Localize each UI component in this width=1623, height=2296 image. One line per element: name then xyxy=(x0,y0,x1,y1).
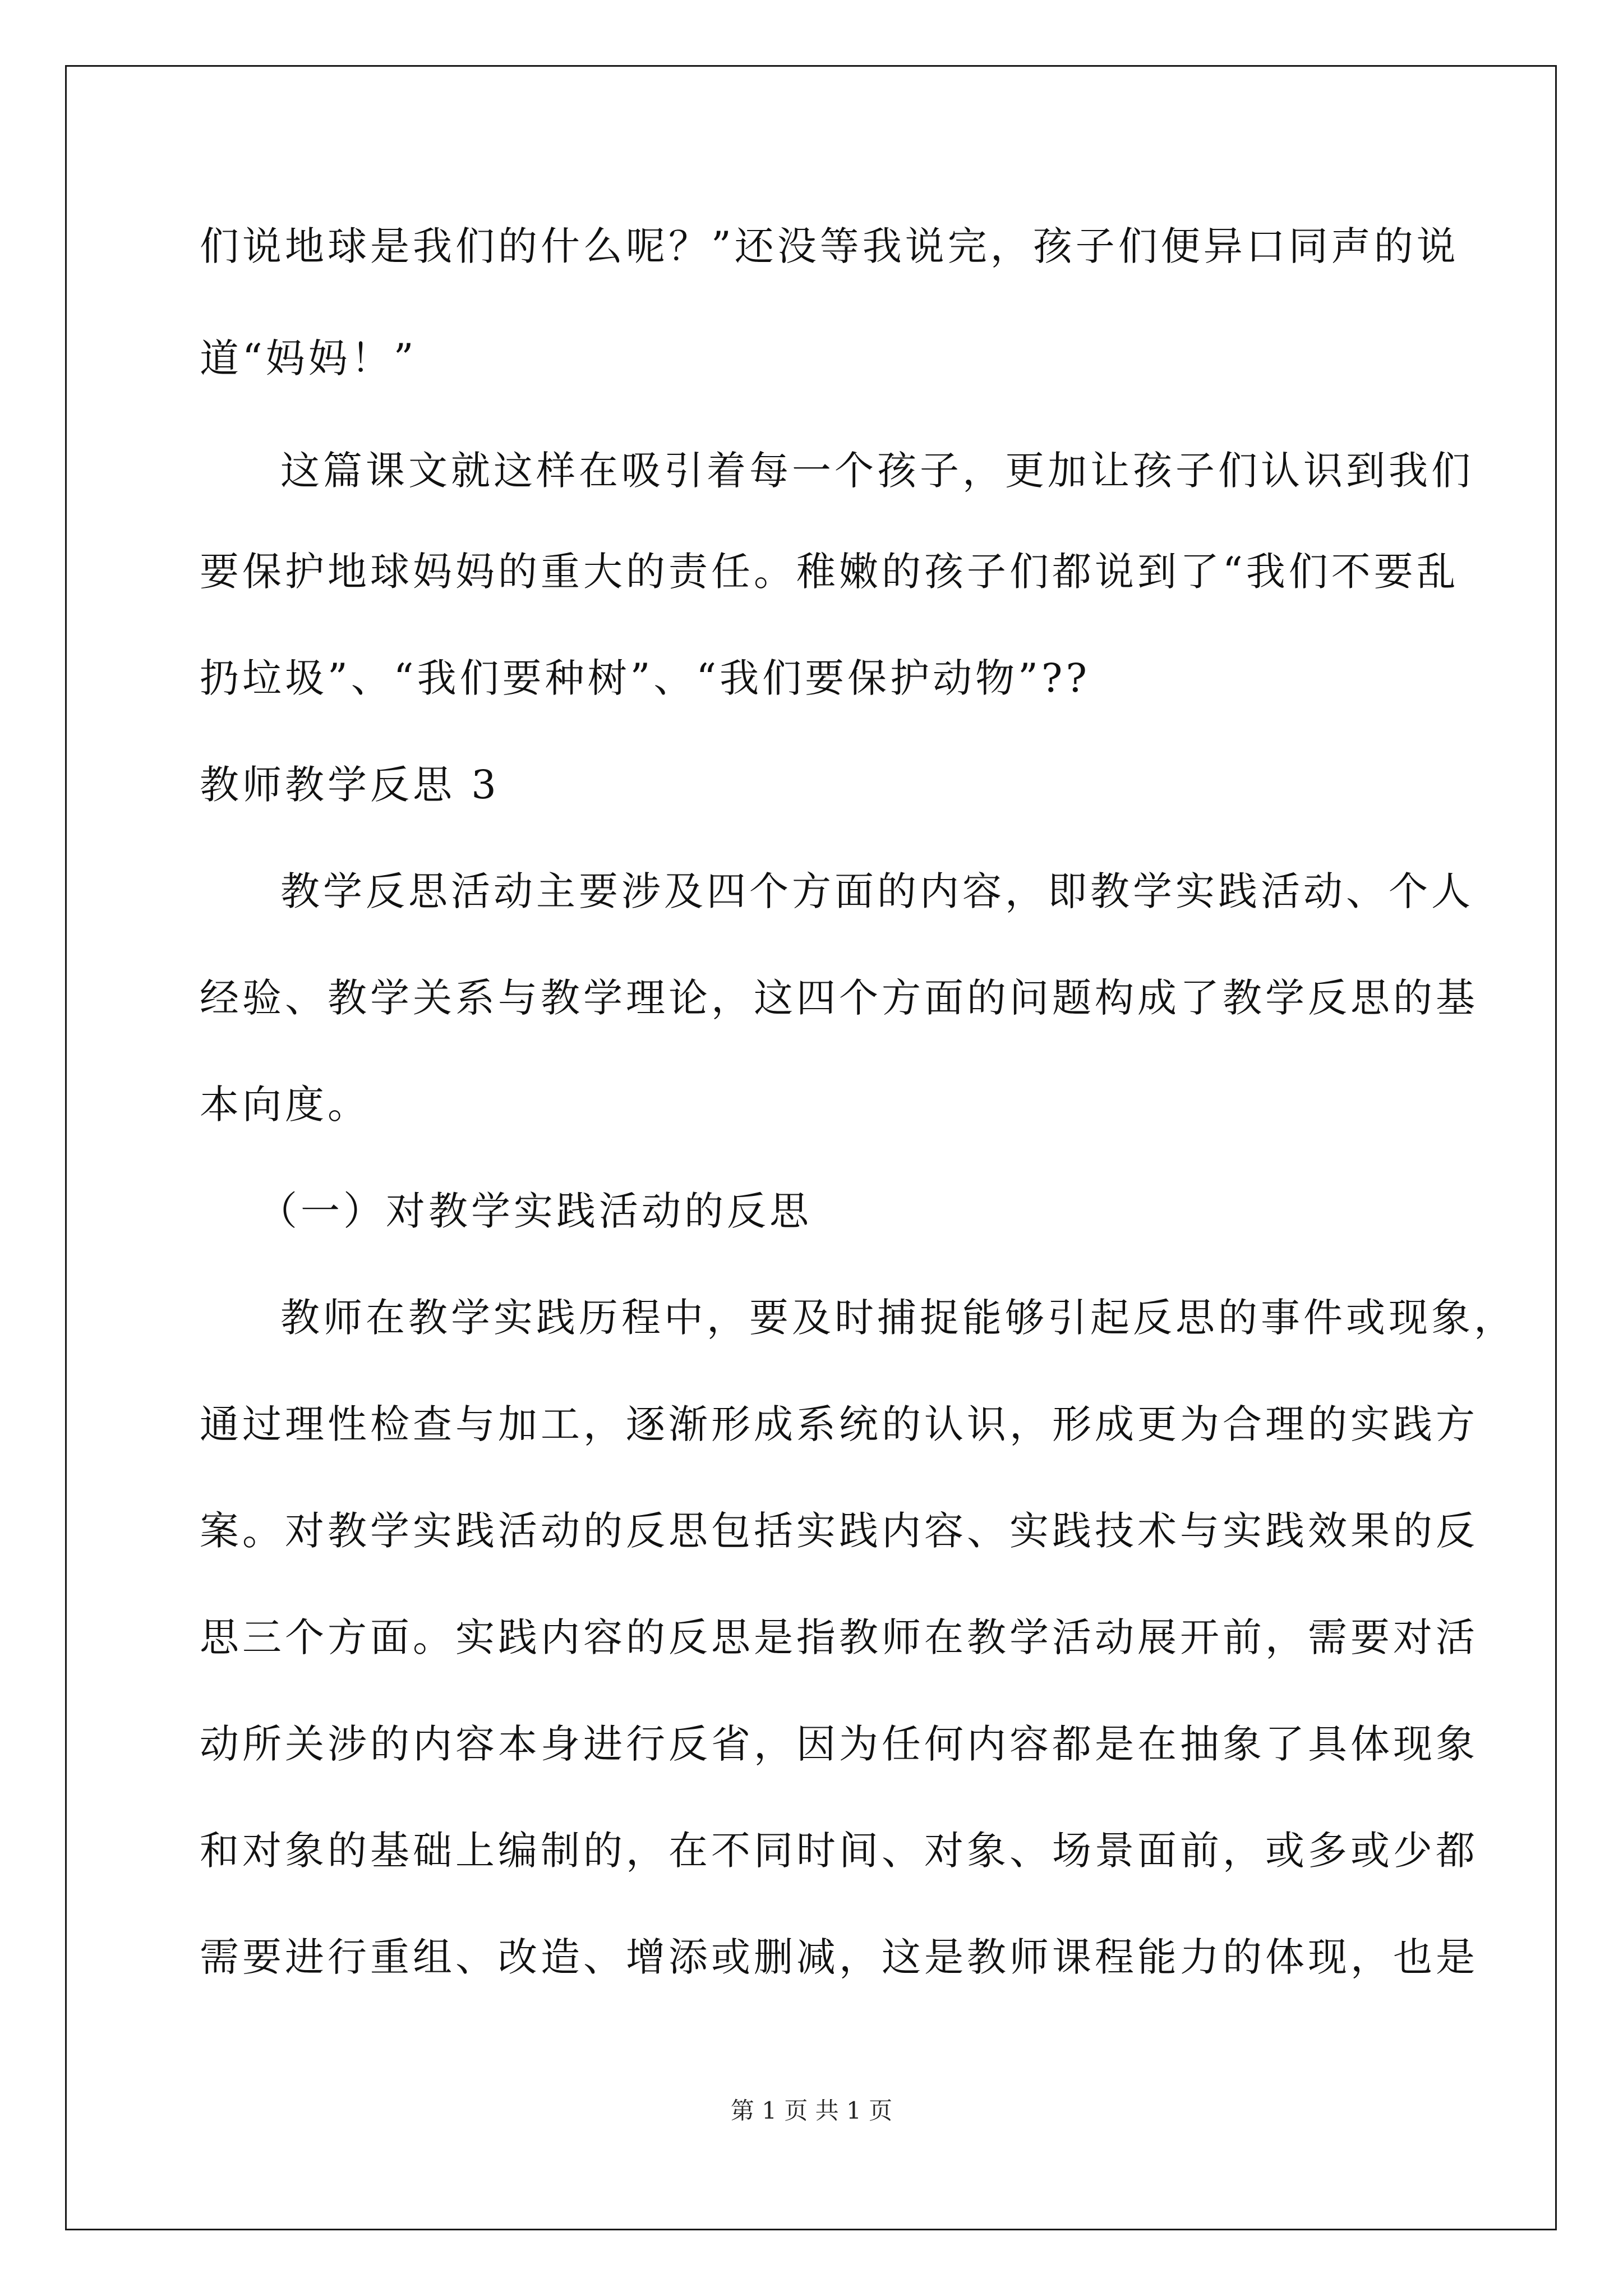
section-heading: 教师教学反思 3 xyxy=(200,762,500,808)
text-line: 动所关涉的内容本身进行反省，因为任何内容都是在抽象了具体现象 xyxy=(200,1721,1478,1767)
subsection-heading: （一）对教学实践活动的反思 xyxy=(258,1188,812,1234)
text-line: 扔垃圾”、“我们要种树”、“我们要保护动物”?? xyxy=(200,655,1090,701)
text-line: 要保护地球妈妈的重大的责任。稚嫩的孩子们都说到了“我们不要乱 xyxy=(200,549,1459,595)
text-line: 通过理性检查与加工，逐渐形成系统的认识，形成更为合理的实践方 xyxy=(200,1401,1478,1447)
text-line: 道“妈妈！” xyxy=(200,335,417,381)
page-border xyxy=(65,65,1557,2230)
text-line: 本向度。 xyxy=(200,1082,370,1128)
text-line: 和对象的基础上编制的，在不同时间、对象、场景面前，或多或少都 xyxy=(200,1828,1478,1874)
text-line: 们说地球是我们的什么呢？”还没等我说完，孩子们便异口同声的说 xyxy=(200,223,1459,269)
text-line: 案。对教学实践活动的反思包括实践内容、实践技术与实践效果的反 xyxy=(200,1508,1478,1554)
page-footer: 第 1 页 共 1 页 xyxy=(730,2097,893,2124)
paragraph-start: 教学反思活动主要涉及四个方面的内容，即教学实践活动、个人 xyxy=(280,868,1474,914)
text-line: 需要进行重组、改造、增添或删减，这是教师课程能力的体现，也是 xyxy=(200,1934,1478,1980)
text-line: 思三个方面。实践内容的反思是指教师在教学活动展开前，需要对活 xyxy=(200,1614,1478,1660)
text-line: 经验、教学关系与教学理论，这四个方面的问题构成了教学反思的基 xyxy=(200,975,1478,1021)
paragraph-start: 教师在教学实践历程中，要及时捕捉能够引起反思的事件或现象， xyxy=(280,1295,1516,1341)
paragraph-start: 这篇课文就这样在吸引着每一个孩子，更加让孩子们认识到我们 xyxy=(280,448,1474,494)
